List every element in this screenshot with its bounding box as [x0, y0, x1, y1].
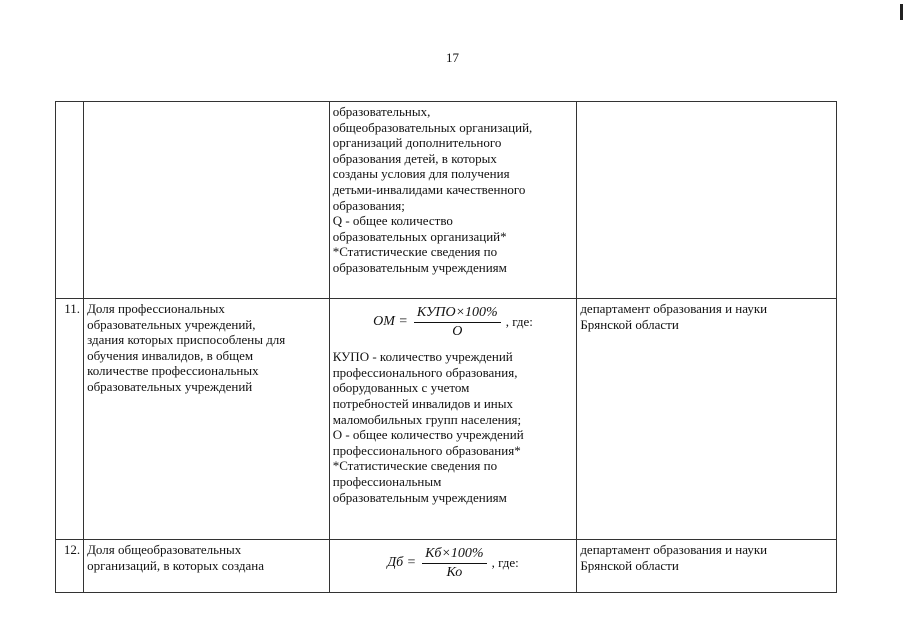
source-cell: департамент образования и науки Брянской области: [577, 299, 837, 540]
calculation-cell: [329, 299, 577, 540]
formula-tail: , где:: [505, 314, 533, 330]
calculation-cell: [329, 540, 577, 593]
page-number: 17: [446, 50, 459, 65]
formula-fraction: [422, 546, 486, 580]
indicator-cell: Доля профессиональных образовательных учреждений, здания которых приспособлены для обучения инвалидов, в общем количестве профессиональных образовательных учреждений: [84, 299, 330, 540]
formula-numerator: Кб×100%: [422, 546, 486, 564]
calculation-cell: образовательных, общеобразовательных организаций, организаций дополнительного образования детей, в которых созданы условия для получения детьми-инвалидами качественного образования; Q - общее количество образовательных организаций* *Статистические сведения по образовательным учреждениям: [329, 102, 577, 299]
formula-tail: , где:: [491, 555, 519, 571]
formula-fraction: [414, 305, 501, 339]
row-number-cell: [56, 102, 84, 299]
source-cell: [577, 102, 837, 299]
formula-lhs: ОМ =: [373, 314, 408, 330]
indicator-cell: [84, 102, 330, 299]
formula-denominator: О: [452, 323, 463, 339]
row-number-cell: 11.: [56, 299, 84, 540]
formula: [333, 305, 574, 339]
scan-edge-mark: [900, 4, 903, 20]
row-number-cell: 12.: [56, 540, 84, 593]
source-cell: департамент образования и науки Брянской области: [577, 540, 837, 593]
indicator-cell: Доля общеобразовательных организаций, в которых создана: [84, 540, 330, 593]
table-row: [56, 102, 837, 299]
indicators-table: [55, 101, 837, 593]
formula-denominator: Ко: [446, 564, 463, 580]
formula-numerator: КУПО×100%: [414, 305, 501, 323]
table-row: [56, 299, 837, 540]
calculation-text: КУПО - количество учреждений профессионального образования, оборудованных с учетом потребностей инвалидов и иных маломобильных групп населения; О - общее количество учреждений профессионального образования* *Статистические сведения по профессиональным образовательным учреждениям: [332, 349, 524, 505]
formula-lhs: Дб =: [387, 555, 417, 571]
table-row: [56, 540, 837, 593]
formula: [333, 546, 574, 580]
